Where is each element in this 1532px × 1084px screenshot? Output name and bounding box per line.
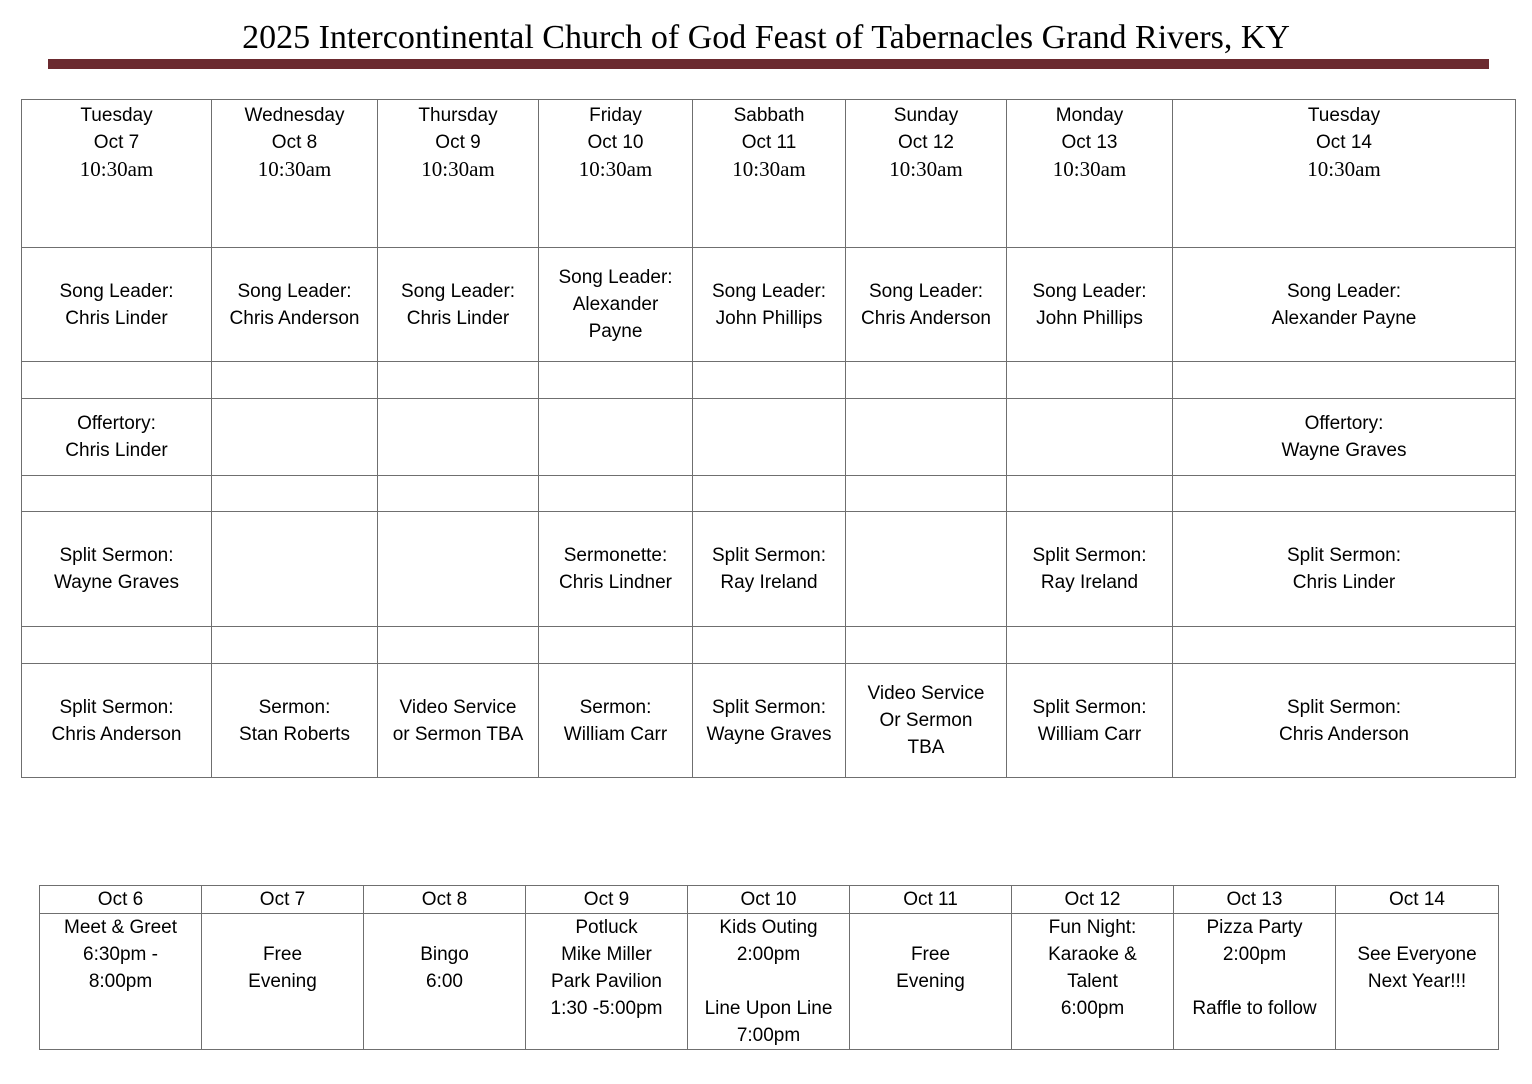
event-detail-cell bbox=[526, 914, 688, 1050]
event-line: Potluck bbox=[575, 917, 638, 938]
cell-line: Chris Linder bbox=[406, 307, 510, 329]
spacer-cell bbox=[693, 362, 846, 399]
event-detail-cell bbox=[1012, 914, 1174, 1050]
event-detail-cell bbox=[202, 914, 364, 1050]
cell-line: Alexander Payne bbox=[1271, 307, 1417, 329]
spacer-cell bbox=[1173, 476, 1516, 512]
day-name: Thursday bbox=[418, 105, 498, 126]
event-line bbox=[850, 914, 1011, 941]
cell-line: Sermon: bbox=[258, 696, 331, 718]
service-time: 10:30am bbox=[732, 157, 806, 181]
event-date-cell: Oct 9 bbox=[526, 886, 688, 914]
day-name: Sabbath bbox=[733, 105, 805, 126]
spacer-cell bbox=[1173, 362, 1516, 399]
song-leader-row bbox=[22, 248, 1516, 362]
day-header-cell bbox=[212, 100, 378, 248]
cell-line: Offertory: bbox=[77, 413, 156, 434]
cell-line: William Carr bbox=[1037, 723, 1142, 745]
event-line: Evening bbox=[248, 971, 317, 992]
offertory-cell bbox=[22, 399, 212, 476]
day-name: Wednesday bbox=[244, 105, 345, 126]
cell-line: Video Service bbox=[399, 696, 517, 718]
spacer-cell bbox=[539, 362, 693, 399]
cell-line: Song Leader: bbox=[400, 280, 516, 302]
first-message-cell bbox=[846, 512, 1007, 627]
event-line: 2:00pm bbox=[736, 944, 801, 965]
cell-line: Split Sermon: bbox=[59, 696, 174, 718]
cell-line: John Phillips bbox=[1036, 307, 1143, 329]
event-line: Free bbox=[910, 944, 951, 965]
event-line bbox=[364, 914, 525, 941]
cell-line: Chris Linder bbox=[65, 440, 168, 461]
day-date: Oct 11 bbox=[741, 132, 797, 153]
spacer-cell bbox=[22, 362, 212, 399]
event-line bbox=[1336, 914, 1498, 941]
spacer-cell bbox=[693, 476, 846, 512]
day-header-cell bbox=[1173, 100, 1516, 248]
cell-line: Split Sermon: bbox=[1032, 545, 1147, 566]
spacer-cell bbox=[378, 476, 539, 512]
cell-line: Wayne Graves bbox=[706, 723, 832, 745]
spacer-cell bbox=[1173, 627, 1516, 664]
event-line: Next Year!!! bbox=[1367, 971, 1467, 992]
cell-line: Split Sermon: bbox=[711, 545, 827, 566]
first-message-cell bbox=[1007, 512, 1173, 627]
day-header-cell bbox=[1007, 100, 1173, 248]
song-leader-cell bbox=[846, 248, 1007, 362]
cell-line: Video Service bbox=[867, 683, 985, 704]
cell-line: Ray Ireland bbox=[720, 572, 818, 593]
day-date: Oct 14 bbox=[1316, 132, 1372, 153]
second-message-cell bbox=[539, 664, 693, 778]
offertory-cell bbox=[1173, 399, 1516, 476]
event-line: 6:30pm - bbox=[83, 944, 158, 965]
day-name: Monday bbox=[1055, 105, 1124, 126]
cell-line: William Carr bbox=[563, 723, 668, 745]
event-detail-cell bbox=[1336, 914, 1499, 1050]
second-message-cell bbox=[846, 664, 1007, 778]
second-message-cell bbox=[1173, 664, 1516, 778]
cell-line: Song Leader: bbox=[237, 280, 352, 302]
event-line: Karaoke & bbox=[1048, 944, 1137, 965]
event-date-cell: Oct 13 bbox=[1174, 886, 1336, 914]
event-line bbox=[688, 968, 849, 995]
event-line: 7:00pm bbox=[736, 1025, 801, 1046]
cell-line: Song Leader: bbox=[558, 267, 673, 288]
day-name: Friday bbox=[589, 105, 642, 126]
cell-line: Payne bbox=[588, 321, 643, 342]
event-line: 6:00 bbox=[426, 971, 463, 992]
event-line: Mike Miller bbox=[561, 944, 652, 965]
second-message-cell bbox=[693, 664, 846, 778]
song-leader-cell bbox=[22, 248, 212, 362]
song-leader-cell bbox=[1007, 248, 1173, 362]
day-header-cell bbox=[378, 100, 539, 248]
cell-line: Sermon: bbox=[579, 696, 652, 718]
event-line bbox=[1174, 968, 1335, 995]
second-message-cell bbox=[22, 664, 212, 778]
first-message-cell bbox=[212, 512, 378, 627]
cell-line: Wayne Graves bbox=[54, 572, 179, 593]
event-line: Kids Outing bbox=[719, 917, 818, 938]
event-line bbox=[202, 914, 363, 941]
service-time: 10:30am bbox=[257, 157, 332, 181]
event-date-row bbox=[40, 886, 1499, 914]
song-leader-cell bbox=[693, 248, 846, 362]
second-message-cell bbox=[378, 664, 539, 778]
event-detail-cell bbox=[850, 914, 1012, 1050]
service-time: 10:30am bbox=[578, 157, 653, 181]
cell-line: Song Leader: bbox=[1286, 280, 1402, 302]
day-header-cell bbox=[22, 100, 212, 248]
cell-line: Offertory: bbox=[1304, 413, 1384, 434]
event-date-cell: Oct 6 bbox=[40, 886, 202, 914]
offertory-cell bbox=[212, 399, 378, 476]
spacer-cell bbox=[378, 362, 539, 399]
spacer-cell bbox=[378, 627, 539, 664]
event-detail-cell bbox=[364, 914, 526, 1050]
event-line: Free bbox=[262, 944, 303, 965]
spacer-cell bbox=[212, 627, 378, 664]
event-line: Bingo bbox=[420, 944, 469, 965]
evening-events-table bbox=[39, 885, 1499, 1050]
cell-line: Split Sermon: bbox=[1286, 696, 1402, 718]
cell-line: Chris Linder bbox=[1292, 572, 1396, 593]
offertory-cell bbox=[378, 399, 539, 476]
first-message-row bbox=[22, 512, 1516, 627]
cell-line: Split Sermon: bbox=[1032, 696, 1147, 718]
cell-line: Stan Roberts bbox=[239, 723, 350, 745]
first-message-cell bbox=[378, 512, 539, 627]
spacer-cell bbox=[539, 476, 693, 512]
day-header-cell bbox=[846, 100, 1007, 248]
first-message-cell bbox=[22, 512, 212, 627]
event-line: 6:00pm bbox=[1060, 998, 1125, 1019]
first-message-cell bbox=[1173, 512, 1516, 627]
cell-line: John Phillips bbox=[715, 307, 823, 329]
first-message-cell bbox=[539, 512, 693, 627]
event-date-cell: Oct 8 bbox=[364, 886, 526, 914]
event-line: Pizza Party bbox=[1206, 917, 1303, 938]
cell-line: Song Leader: bbox=[711, 280, 827, 302]
event-line: Fun Night: bbox=[1048, 917, 1137, 938]
spacer-cell bbox=[693, 627, 846, 664]
spacer-row bbox=[22, 476, 1516, 512]
day-header-cell bbox=[539, 100, 693, 248]
event-detail-row bbox=[40, 914, 1499, 1050]
song-leader-cell bbox=[378, 248, 539, 362]
offertory-cell bbox=[1007, 399, 1173, 476]
day-name: Tuesday bbox=[1307, 105, 1381, 126]
day-header-row bbox=[22, 100, 1516, 248]
cell-line: Chris Anderson bbox=[51, 723, 182, 745]
event-line: Talent bbox=[1067, 971, 1118, 992]
cell-line: Chris Anderson bbox=[1279, 723, 1409, 745]
offertory-row bbox=[22, 399, 1516, 476]
event-detail-cell bbox=[688, 914, 850, 1050]
event-date-cell: Oct 14 bbox=[1336, 886, 1499, 914]
spacer-cell bbox=[1007, 476, 1173, 512]
cell-line: Split Sermon: bbox=[1286, 545, 1402, 566]
event-line: Raffle to follow bbox=[1192, 998, 1317, 1019]
cell-line: Chris Anderson bbox=[229, 307, 360, 329]
event-date-cell: Oct 12 bbox=[1012, 886, 1174, 914]
day-header-cell bbox=[693, 100, 846, 248]
second-message-row bbox=[22, 664, 1516, 778]
service-time: 10:30am bbox=[1307, 157, 1381, 181]
spacer-cell bbox=[22, 627, 212, 664]
event-date-cell: Oct 10 bbox=[688, 886, 850, 914]
spacer-row bbox=[22, 362, 1516, 399]
cell-line: Song Leader: bbox=[59, 280, 174, 302]
event-line: Evening bbox=[896, 971, 965, 992]
cell-line: Chris Anderson bbox=[861, 307, 991, 329]
day-name: Tuesday bbox=[80, 105, 153, 126]
cell-line: TBA bbox=[907, 737, 945, 758]
service-time: 10:30am bbox=[889, 157, 963, 181]
spacer-cell bbox=[539, 627, 693, 664]
cell-line: Song Leader: bbox=[868, 280, 984, 302]
offertory-cell bbox=[846, 399, 1007, 476]
day-date: Oct 10 bbox=[587, 132, 644, 153]
cell-line: Split Sermon: bbox=[59, 545, 174, 566]
day-date: Oct 8 bbox=[271, 132, 318, 153]
spacer-row bbox=[22, 627, 1516, 664]
cell-line: Or Sermon bbox=[879, 710, 973, 731]
event-line: 1:30 -5:00pm bbox=[550, 998, 663, 1019]
event-line: 8:00pm bbox=[88, 971, 153, 992]
event-date-cell: Oct 11 bbox=[850, 886, 1012, 914]
day-date: Oct 13 bbox=[1061, 132, 1118, 153]
event-line: Line Upon Line bbox=[704, 998, 833, 1019]
cell-line: Ray Ireland bbox=[1040, 572, 1139, 593]
song-leader-cell bbox=[1173, 248, 1516, 362]
event-date-cell: Oct 7 bbox=[202, 886, 364, 914]
spacer-cell bbox=[846, 627, 1007, 664]
cell-line: Sermonette: bbox=[563, 545, 668, 566]
day-date: Oct 7 bbox=[93, 132, 140, 153]
spacer-cell bbox=[846, 362, 1007, 399]
event-line: See Everyone bbox=[1357, 944, 1477, 965]
event-line: Park Pavilion bbox=[551, 971, 662, 992]
cell-line: Alexander bbox=[572, 294, 659, 315]
service-time: 10:30am bbox=[421, 157, 495, 181]
second-message-cell bbox=[1007, 664, 1173, 778]
offertory-cell bbox=[539, 399, 693, 476]
page-title: 2025 Intercontinental Church of God Feast of Tabernacles Grand Rivers, KY bbox=[242, 19, 1290, 56]
spacer-cell bbox=[212, 362, 378, 399]
day-date: Oct 12 bbox=[898, 132, 954, 153]
service-time: 10:30am bbox=[1052, 157, 1127, 181]
event-detail-cell bbox=[40, 914, 202, 1050]
service-time: 10:30am bbox=[79, 157, 154, 181]
event-line: 2:00pm bbox=[1222, 944, 1287, 965]
song-leader-cell bbox=[539, 248, 693, 362]
spacer-cell bbox=[846, 476, 1007, 512]
day-name: Sunday bbox=[893, 105, 959, 126]
event-detail-cell bbox=[1174, 914, 1336, 1050]
spacer-cell bbox=[1007, 362, 1173, 399]
event-line: Meet & Greet bbox=[64, 917, 177, 938]
title-underline-rule bbox=[48, 59, 1489, 69]
service-schedule-table bbox=[21, 99, 1516, 778]
second-message-cell bbox=[212, 664, 378, 778]
song-leader-cell bbox=[212, 248, 378, 362]
cell-line: or Sermon TBA bbox=[392, 723, 524, 745]
spacer-cell bbox=[212, 476, 378, 512]
cell-line: Song Leader: bbox=[1032, 280, 1147, 302]
offertory-cell bbox=[693, 399, 846, 476]
day-date: Oct 9 bbox=[435, 132, 481, 153]
cell-line: Chris Linder bbox=[65, 307, 168, 329]
spacer-cell bbox=[1007, 627, 1173, 664]
cell-line: Wayne Graves bbox=[1281, 440, 1407, 461]
first-message-cell bbox=[693, 512, 846, 627]
cell-line: Split Sermon: bbox=[711, 696, 827, 718]
cell-line: Chris Lindner bbox=[559, 572, 672, 593]
spacer-cell bbox=[22, 476, 212, 512]
